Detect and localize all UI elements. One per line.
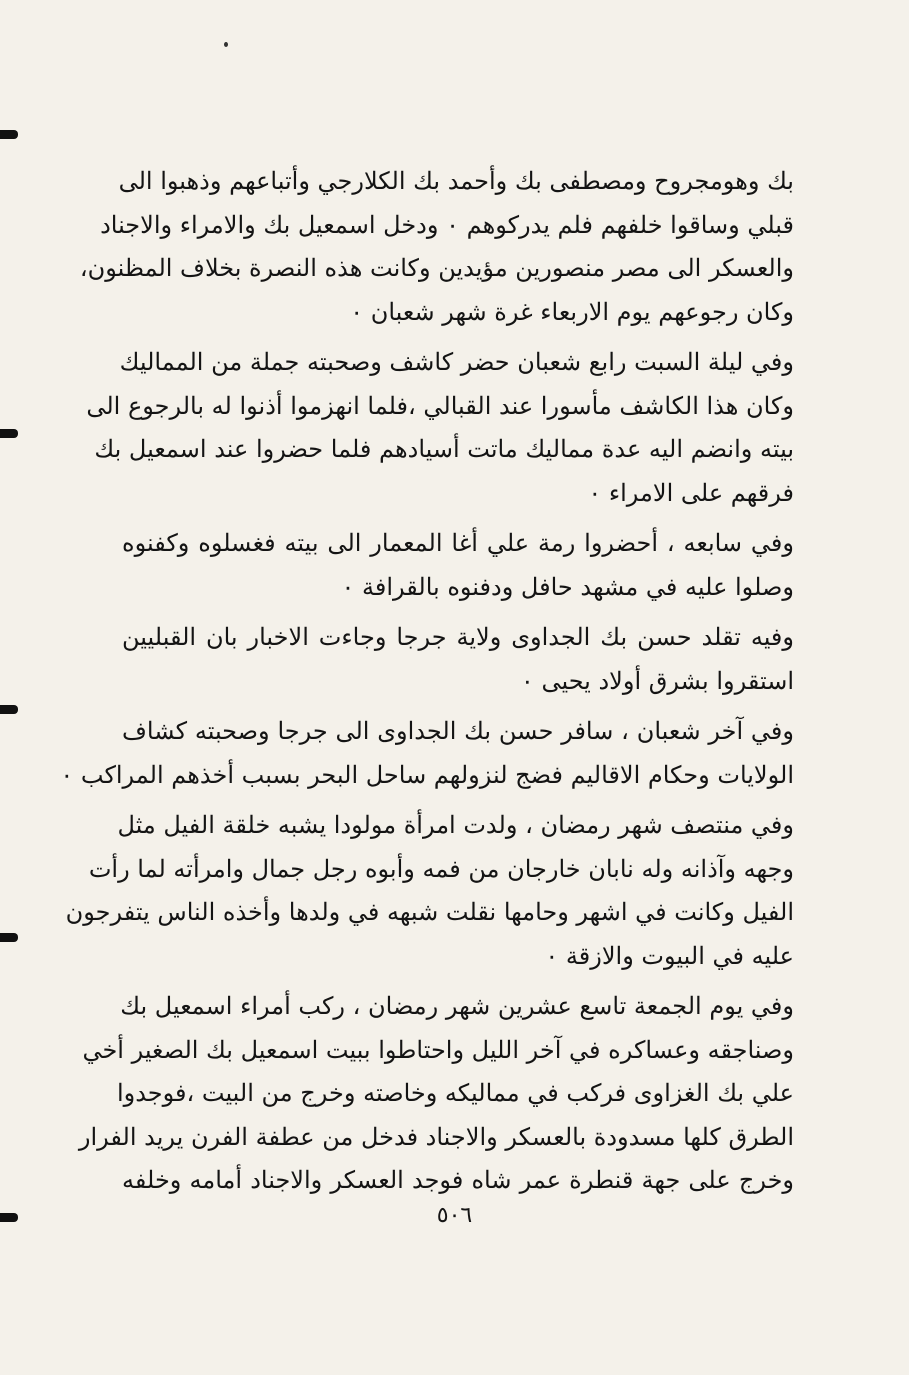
paragraph <box>60 710 794 797</box>
text-line: استقروا بشرق أولاد يحيى ۰ <box>520 666 794 695</box>
body-text <box>60 160 794 1203</box>
paper-speck <box>224 42 228 47</box>
text-line: وجهه وآذانه وله نابان خارجان من فمه وأبوه رجل جمال وامرأته لما رأت <box>88 854 794 883</box>
text-line: فرقهم على الامراء ۰ <box>588 478 794 507</box>
text-line: الفيل وكانت في اشهر وحامها نقلت شبهه في ولدها وأخذه الناس يتفرجون <box>65 898 794 926</box>
text-line: وكان رجوعهم يوم الاربعاء غرة شهر شعبان ۰ <box>350 297 794 326</box>
text-line: وفي آخر شعبان ، سافر حسن بك الجداوى الى جرجا وصحبته كشاف <box>122 717 794 745</box>
text-line: الطرق كلها مسدودة بالعسكر والاجناد فدخل من عطفة الفرن يريد الفرار <box>78 1122 794 1151</box>
text-line: بيته وانضم اليه عدة مماليك ماتت أسيادهم فلما حضروا عند اسمعيل بك <box>94 435 794 463</box>
text-line: علي بك الغزاوى فركب في مماليكه وخاصته وخرج من البيت ،فوجدوا <box>116 1079 794 1107</box>
text-line: وصناجقه وعساكره في آخر الليل واحتاطوا ببيت اسمعيل بك الصغير أخي <box>82 1035 794 1064</box>
text-line: بك وهومجروح ومصطفى بك وأحمد بك الكلارجي وأتباعهم وذهبوا الى <box>118 167 794 195</box>
text-line: وخرج على جهة قنطرة عمر شاه فوجد العسكر والاجناد أمامه وخلفه <box>122 1166 794 1194</box>
paragraph <box>79 160 794 334</box>
text-line: الولايات وحكام الاقاليم فضج لنزولهم ساحل البحر بسبب أخذهم المراكب ۰ <box>60 760 794 789</box>
text-line: والعسكر الى مصر منصورين مؤيدين وكانت هذه النصرة بخلاف المظنون، <box>79 254 794 282</box>
page-number: ٥٠٦ <box>436 1203 473 1228</box>
text-line: وفي يوم الجمعة تاسع عشرين شهر رمضان ، ركب أمراء اسمعيل بك <box>120 992 794 1020</box>
paragraph <box>86 341 794 515</box>
binding-mark <box>0 705 18 714</box>
binding-mark <box>0 933 18 942</box>
text-line: وفي ليلة السبت رابع شعبان حضر كاشف وصحبته جملة من المماليك <box>119 348 794 376</box>
text-line: وفيه تقلد حسن بك الجداوى ولاية جرجا وجاءت الاخبار بان القبليين <box>122 623 794 651</box>
text-line: وفي منتصف شهر رمضان ، ولدت امرأة مولودا يشبه خلقة الفيل مثل <box>117 811 794 839</box>
paragraph <box>65 804 794 978</box>
text-line: وصلوا عليه في مشهد حافل ودفنوه بالقرافة ۰ <box>341 572 794 601</box>
text-line: وفي سابعه ، أحضروا رمة علي أغا المعمار الى بيته فغسلوه وكفنوه <box>122 529 794 557</box>
binding-mark <box>0 429 18 438</box>
text-line: عليه في البيوت والازقة ۰ <box>545 941 794 970</box>
paragraph <box>122 616 794 703</box>
text-line: وكان هذا الكاشف مأسورا عند القبالي ،فلما انهزموا أذنوا له بالرجوع الى <box>86 391 794 420</box>
paragraph <box>122 522 794 609</box>
binding-mark <box>0 130 18 139</box>
text-line: قبلي وساقوا خلفهم فلم يدركوهم ۰ ودخل اسمعيل بك والامراء والاجناد <box>100 210 794 239</box>
paragraph <box>78 985 794 1203</box>
